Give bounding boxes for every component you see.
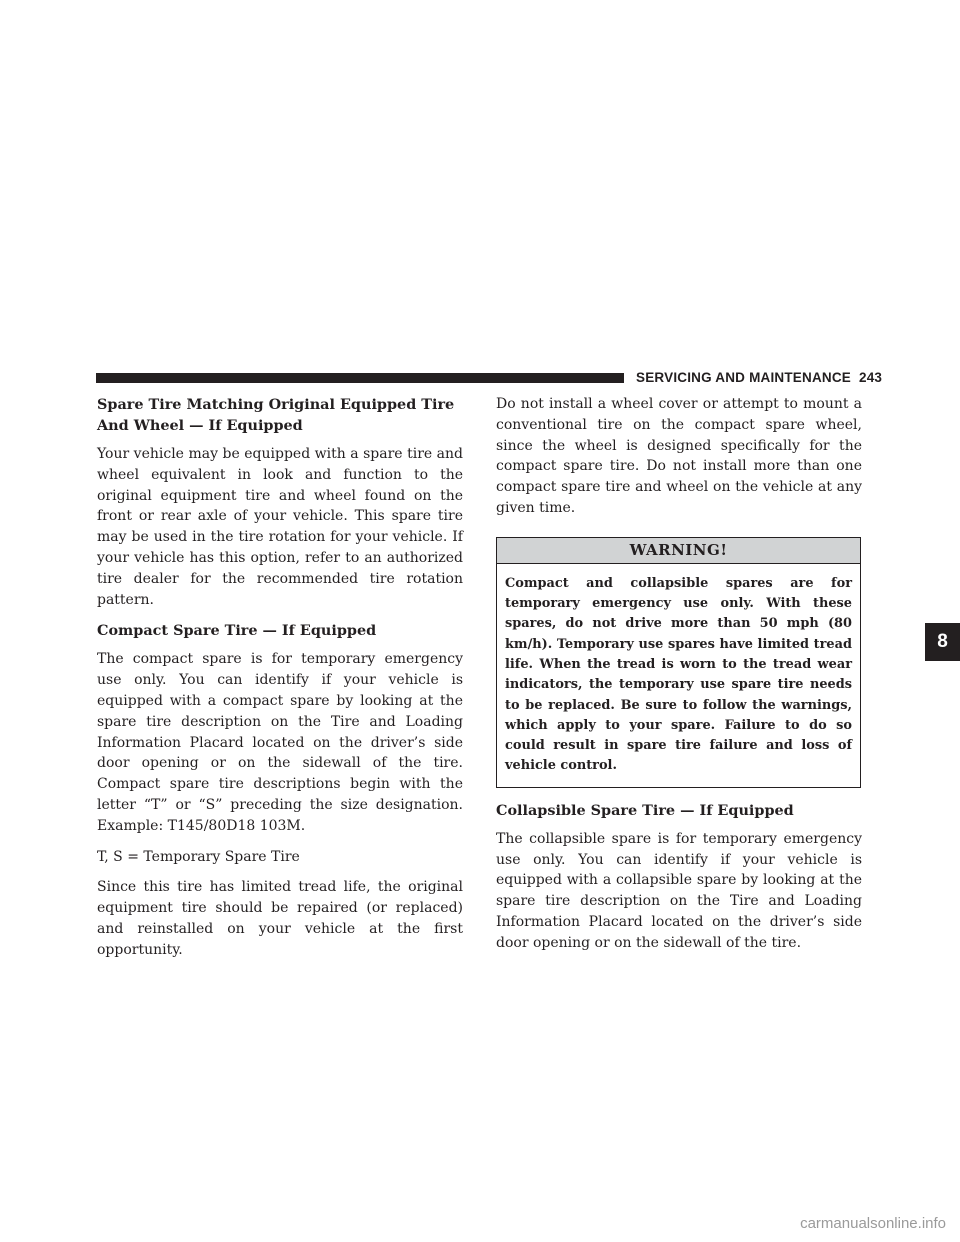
warning-box [496, 537, 861, 788]
section-title: SERVICING AND MAINTENANCE [636, 370, 852, 385]
left-column [97, 394, 463, 971]
footer-watermark: carmanualsonline.info [800, 1215, 946, 1232]
paragraph-wheel-cover: Do not install a wheel cover or attempt to mount a conventional tire on the compact spare wheel, since the wheel is designed specifically for the compact spare tire. Do not install more than one compact spare tire and wheel on the vehicle at any given time. [496, 396, 862, 516]
heading-compact-spare: Compact Spare Tire — If Equipped [97, 622, 377, 640]
chapter-tab: 8 [925, 623, 960, 661]
paragraph-limited-tread-life: Since this tire has limited tread life, the original equipment tire should be repaired (or replaced) and reinstalled on your vehicle at the first opportunity. [97, 879, 463, 958]
heading-spare-matching: Spare Tire Matching Original Equipped Tire And Wheel — If Equipped [97, 396, 455, 434]
paragraph-spare-matching: Your vehicle may be equipped with a spare tire and wheel equivalent in look and function to the original equipment tire and wheel found on the front or rear axle of your vehicle. This spare tire may be used in the tire rotation for your vehicle. If your vehicle has this option, refer to an authorized tire dealer for the recommended tire rotation pattern. [97, 446, 463, 608]
page-number: 243 [859, 370, 883, 385]
paragraph-compact-spare: The compact spare is for temporary emergency use only. You can identify if your vehicle is equipped with a compact spare by looking at the spare tire description on the Tire and Loading Information Placard located on the driver’s side door opening or on the sidewall of the tire. Compact spare tire descriptions begin with the letter “T” or “S” preceding the size designation. Example: T145/80D18 103M. [97, 651, 463, 834]
warning-title: WARNING! [497, 538, 860, 564]
paragraph-temporary-spare-definition: T, S = Temporary Spare Tire [97, 848, 300, 865]
running-header [636, 370, 883, 385]
warning-text: Compact and collapsible spares are for temporary emergency use only. With these spares, do not drive more than 50 mph (80 km/h). Temporary use spares have limited tread life. When the tread is worn to the tread wear indicators, the temporary use spare tire needs to be replaced. Be sure to follow the warnings, which apply to your spare. Failure to do so could result in spare tire failure and loss of vehicle control. [505, 575, 852, 774]
heading-collapsible-spare: Collapsible Spare Tire — If Equipped [496, 801, 794, 819]
right-column [496, 394, 862, 964]
header-rule [96, 373, 624, 383]
paragraph-collapsible-spare: The collapsible spare is for temporary emergency use only. You can identify if your vehicle is equipped with a collapsible spare by looking at the spare tire description on the Tire and Loading Information Placard located on the driver’s side door opening or on the sidewall of the tire. [496, 830, 862, 951]
